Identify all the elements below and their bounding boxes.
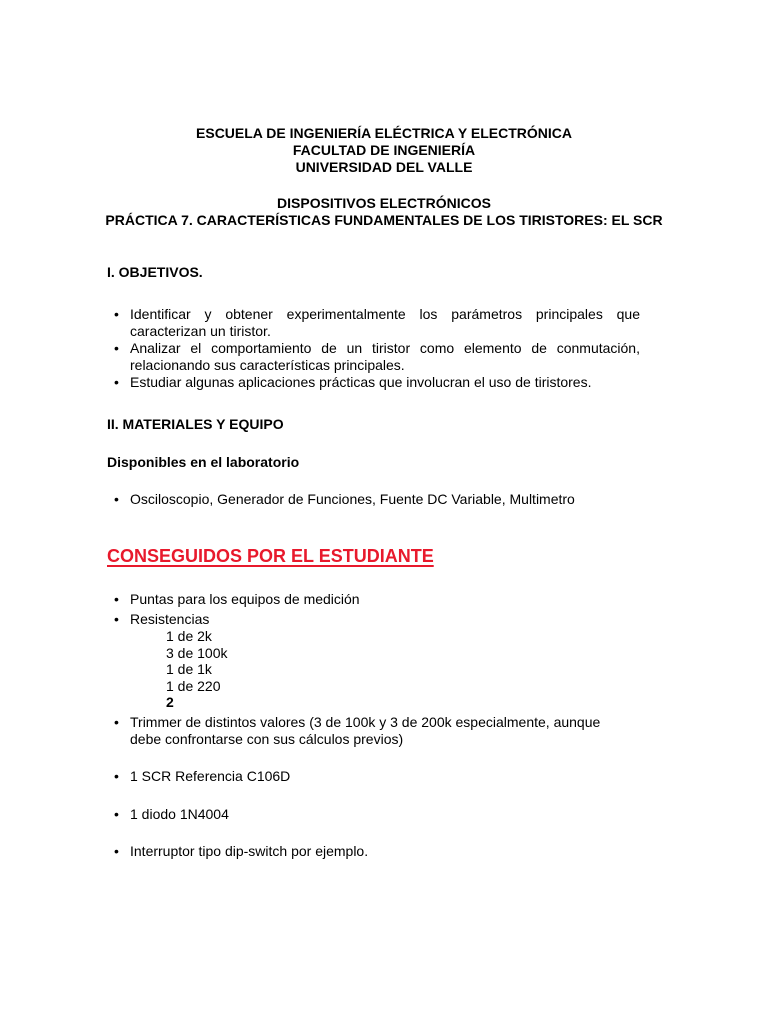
scr-list	[114, 768, 650, 785]
resistor-extra: 2	[166, 694, 174, 710]
bullet-icon: •	[114, 611, 119, 627]
course-header	[0, 195, 768, 229]
list-item: • Interruptor tipo dip-switch por ejemplo.	[114, 843, 369, 859]
university-name: UNIVERSIDAD DEL VALLE	[295, 159, 473, 175]
resistors-list	[114, 611, 650, 711]
bullet-icon: •	[114, 591, 119, 607]
list-item: • Trimmer de distintos valores (3 de 100k y 3 de 200k especialmente, aunque debe confrontarse con sus cálculos previos)	[114, 714, 601, 747]
resistor-line: 3 de 100k	[166, 644, 228, 661]
bullet-icon: •	[114, 768, 119, 784]
bullet-icon: •	[114, 806, 119, 822]
school-name: ESCUELA DE INGENIERÍA ELÉCTRICA Y ELECTRÓNICA	[196, 125, 572, 141]
resistor-line: 1 de 220	[166, 677, 221, 694]
institution-header	[0, 125, 768, 176]
bullet-icon: •	[114, 843, 119, 859]
student-materials-heading: CONSEGUIDOS POR EL ESTUDIANTE	[107, 546, 434, 566]
bullet-icon: •	[114, 374, 119, 390]
objectives-heading: I. OBJETIVOS.	[107, 264, 203, 280]
diode-list	[114, 806, 650, 823]
lab-subheading: Disponibles en el laboratorio	[107, 454, 300, 470]
list-item: • Analizar el comportamiento de un tiristor como elemento de conmutación, relacionando sus características principales.	[114, 340, 640, 373]
lab-items-list	[114, 491, 650, 508]
list-item	[114, 611, 650, 711]
student-items-list	[114, 591, 650, 608]
practice-title: PRÁCTICA 7. CARACTERÍSTICAS FUNDAMENTALES DE LOS TIRISTORES: EL SCR	[105, 212, 663, 228]
list-item: • Estudiar algunas aplicaciones prácticas que involucran el uso de tiristores.	[114, 374, 592, 390]
switch-list	[114, 843, 650, 860]
bullet-icon: •	[114, 340, 119, 356]
resistors-label: Resistencias	[130, 611, 210, 627]
list-item: • 1 diodo 1N4004	[114, 806, 229, 822]
list-item: • 1 SCR Referencia C106D	[114, 768, 291, 784]
bullet-icon: •	[114, 714, 119, 730]
bullet-icon: •	[114, 491, 119, 507]
list-item: • Osciloscopio, Generador de Funciones, Fuente DC Variable, Multimetro	[114, 491, 575, 507]
resistor-line: 1 de 1k	[166, 661, 212, 677]
objectives-list	[114, 306, 640, 391]
resistor-line: 1 de 2k	[166, 628, 212, 644]
course-name: DISPOSITIVOS ELECTRÓNICOS	[277, 195, 491, 211]
bullet-icon: •	[114, 306, 119, 322]
trimmer-list	[114, 714, 620, 748]
materials-heading: II. MATERIALES Y EQUIPO	[107, 416, 284, 432]
list-item: • Puntas para los equipos de medición	[114, 591, 360, 607]
faculty-name: FACULTAD DE INGENIERÍA	[292, 142, 476, 158]
list-item: • Identificar y obtener experimentalmente los parámetros principales que caracterizan un tiristor.	[114, 306, 640, 339]
